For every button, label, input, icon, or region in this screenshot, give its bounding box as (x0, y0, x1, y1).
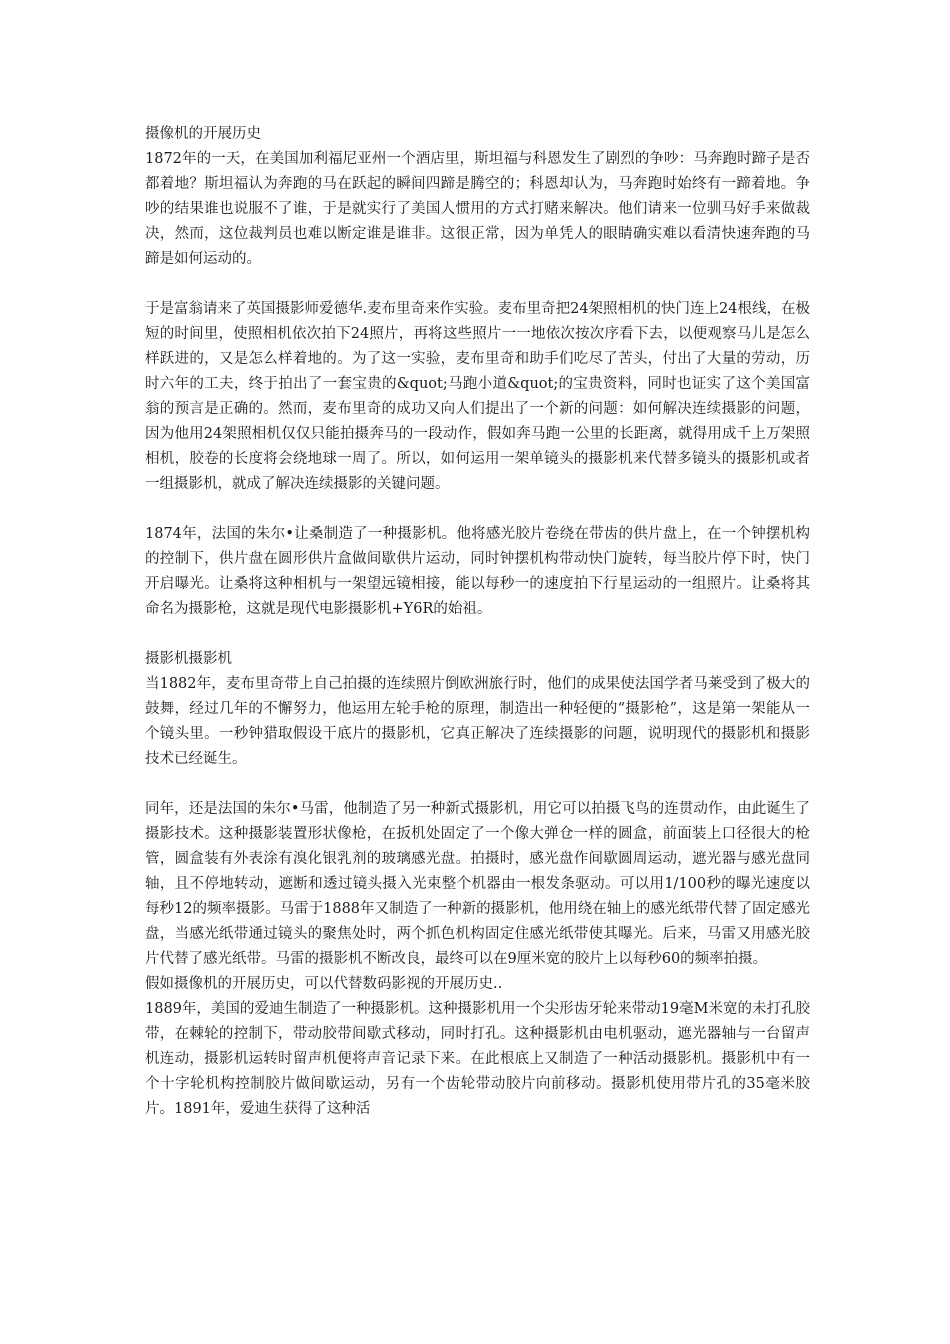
document-page (145, 122, 810, 1122)
paragraph-muybridge-experiment: 于是富翁请来了英国摄影师爱德华.麦布里奇来作实验。麦布里奇把24架照相机的快门连上24根线，在极短的时间里，使照相机依次拍下24照片，再将这些照片一一地依次按次序看下去，以便观察马儿是怎么样跃进的，又是怎么样着地的。为了这一实验，麦布里奇和助手们吃尽了苦头，付出了大量的劳动，历时六年的工夫，终于拍出了一套宝贵的&quot;马跑小道&quot;的宝贵资料，同时也证实了这个美国富翁的预言是正确的。然而，麦布里奇的成功又向人们提出了一个新的问题：如何解决连续摄影的问题，因为他用24架照相机仅仅只能拍摄奔马的一段动作，假如奔马跑一公里的长距离，就得用成千上万架照相机，胶卷的长度将会绕地球一周了。所以，如何运用一架单镜头的摄影机来代替多镜头的摄影机或者一组摄影机，就成了解决连续摄影的关键问题。 (145, 301, 811, 492)
paragraph-1889-edison: 1889年，美国的爱迪生制造了一种摄影机。这种摄影机用一个尖形齿牙轮来带动19毫M米宽的未打孔胶带，在棘轮的控制下，带动胶带间歇式移动，同时打孔。这种摄影机由电机驱动，遮光器轴与一台留声机连动，摄影机运转时留声机便将声音记录下来。在此根底上又制造了一种活动摄影机。摄影机中有一个十字轮机构控制胶片做间歇运动，另有一个齿轮带动胶片向前移动。摄影机使用带片孔的35毫米胶片。1891年，爱迪生获得了这种活 (145, 1001, 810, 1117)
paragraph-marey-gun: 同年，还是法国的朱尔•马雷，他制造了另一种新式摄影机，用它可以拍摄飞鸟的连贯动作，由此诞生了摄影技术。这种摄影装置形状像枪，在扳机处固定了一个像大弹仓一样的圆盒，前面装上口径很大的枪管，圆盒装有外表涂有溴化银乳剂的玻璃感光盘。拍摄时，感光盘作间歇圆周运动，遮光器与感光盘同轴，且不停地转动，遮断和透过镜头摄入光束整个机器由一根发条驱动。可以用1/100秒的曝光速度以每秒12的频率摄影。马雷于1888年又制造了一种新的摄影机，他用绕在轴上的感光纸带代替了固定感光盘，当感光纸带通过镜头的聚焦处时，两个抓色机构固定住感光纸带使其曝光。后来，马雷又用感光胶片代替了感光纸带。马雷的摄影机不断改良，最终可以在9厘米宽的胶片上以每秒60的频率拍摄。 (145, 801, 810, 967)
section-heading: 摄影机摄影机 (145, 651, 232, 667)
paragraph-1874-janssen: 1874年，法国的朱尔•让桑制造了一种摄影机。他将感光胶片卷绕在带齿的供片盘上，在一个钟摆机构的控制下，供片盘在圆形供片盒做间歇供片运动，同时钟摆机构带动快门旋转，每当胶片停下时，快门开启曝光。让桑将这种相机与一架望远镜相接，能以每秒一的速度拍下行星运动的一组照片。让桑将其命名为摄影枪，这就是现代电影摄影机+Y6R的始祖。 (145, 526, 810, 617)
paragraph-transition: 假如摄像机的开展历史，可以代替数码影视的开展历史.. (145, 976, 503, 992)
document-title: 摄像机的开展历史 (145, 126, 261, 142)
paragraph-1882-marey: 当1882年，麦布里奇带上自己拍摄的连续照片倒欧洲旅行时，他们的成果使法国学者马莱受到了极大的鼓舞，经过几年的不懈努力，他运用左轮手枪的原理，制造出一种轻便的“摄影枪”，这是第一架能从一个镜头里。一秒钟猎取假设干底片的摄影机，它真正解决了连续摄影的问题，说明现代的摄影机和摄影技术已经诞生。 (145, 676, 810, 767)
paragraph-1872-horse-bet: 1872年的一天，在美国加利福尼亚州一个酒店里，斯坦福与科恩发生了剧烈的争吵：马奔跑时蹄子是否都着地？斯坦福认为奔跑的马在跃起的瞬间四蹄是腾空的；科恩却认为，马奔跑时始终有一蹄着地。争吵的结果谁也说服不了谁，于是就实行了美国人惯用的方式打赌来解决。他们请来一位驯马好手来做裁决，然而，这位裁判员也难以断定谁是谁非。这很正常，因为单凭人的眼睛确实难以看清快速奔跑的马蹄是如何运动的。 (145, 151, 810, 267)
